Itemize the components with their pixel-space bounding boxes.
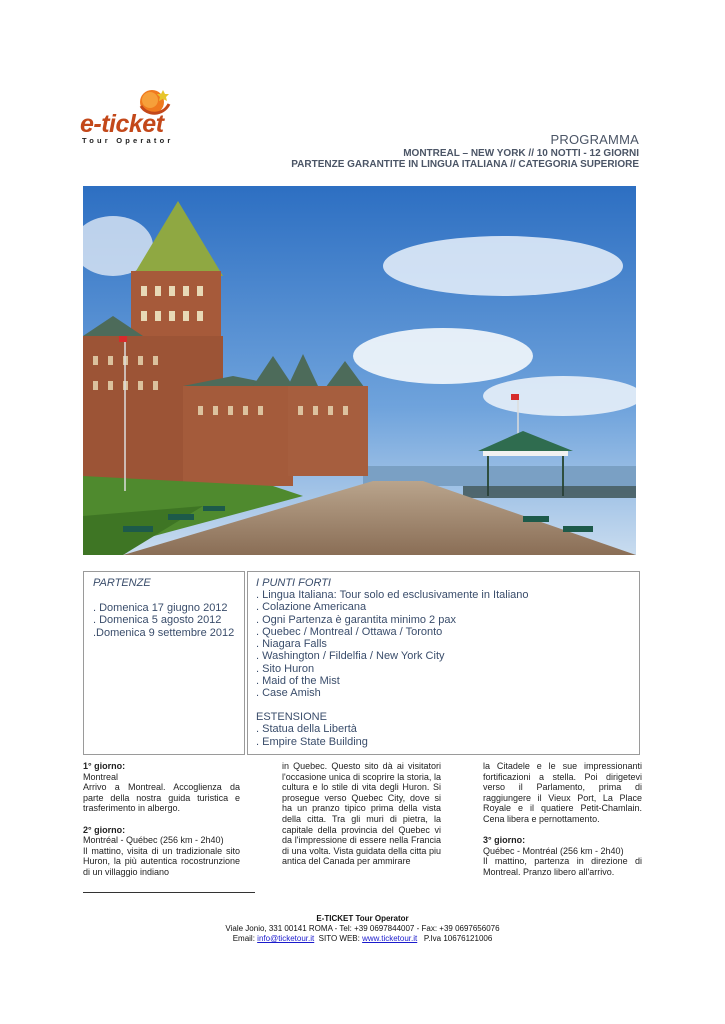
extension-item: . Statua della Libertà — [256, 723, 357, 736]
extension-title: ESTENSIONE — [256, 711, 327, 723]
highlight-item: . Niagara Falls — [256, 638, 327, 651]
footer-email-label: Email: — [232, 934, 255, 943]
day3-heading: 3° giorno: — [483, 835, 526, 846]
day1-text: Arrivo a Montreal. Accoglienza da parte della nostra guida turistica e trasferimento in albergo. — [83, 782, 240, 814]
highlights-list — [256, 589, 529, 700]
logo-tagline: Tour Operator — [82, 136, 174, 145]
quebec-castle-photo — [83, 186, 636, 555]
extension-section — [256, 711, 368, 748]
footer-company: E-TICKET Tour Operator — [316, 914, 409, 923]
itinerary-column-1 — [83, 761, 240, 878]
day2-text-continued: in Quebec. Questo sito dà ai visitatori l'occasione unica di scoprire la storia, la cultura e lo stile di vita degli Huron. Si prosegue verso Quebec City, dove si ha un pranzo tipico prima della vista della citta. Tra gli muri di pietra, la capitale della provincia del Quebec vi da l'impressione di essere nella Francia di una volta. Vista guidata della citta piu antica del Canada per ammirare — [282, 761, 441, 867]
itinerary-column-3 — [483, 761, 642, 878]
footnote-divider — [83, 892, 255, 893]
departures-box — [83, 571, 245, 755]
day2-place: Montréal - Québec (256 km - 2h40) — [83, 835, 224, 846]
departure-date: . Domenica 5 agosto 2012 — [93, 614, 222, 627]
departures-title: PARTENZE — [93, 577, 151, 589]
tour-category-subtitle: PARTENZE GARANTITE IN LINGUA ITALIANA // CATEGORIA SUPERIORE — [291, 159, 639, 170]
footer-site-link[interactable]: www.ticketour.it — [362, 934, 418, 943]
extension-item: . Empire State Building — [256, 735, 368, 748]
page-title: PROGRAMMA — [550, 132, 639, 147]
day2-text: Il mattino, visita di un tradizionale sito Huron, la più autentica rocostrunzione di un villaggio indiano — [83, 845, 240, 877]
footer-address: Viale Jonio, 331 00141 ROMA - Tel: +39 0697844007 - Fax: +39 0697656076 — [225, 924, 500, 933]
logo-brand-text: e-ticket — [80, 110, 164, 138]
highlight-item: . Sito Huron — [256, 662, 315, 675]
tour-route-subtitle: MONTREAL – NEW YORK // 10 NOTTI - 12 GIORNI — [403, 148, 639, 159]
footer-vat: P.Iva 10676121006 — [423, 934, 493, 943]
highlights-box — [247, 571, 640, 755]
day2-heading: 2° giorno: — [83, 824, 126, 835]
highlight-item: . Case Amish — [256, 687, 321, 700]
page-footer — [0, 914, 725, 944]
highlight-item: . Maid of the Mist — [256, 675, 340, 688]
day3-text: Il mattino, partenza in direzione di Montreal. Pranzo libero all'arrivo. — [483, 856, 642, 877]
highlight-item: . Washington / Fildelfia / New York City — [256, 650, 445, 663]
footer-email-link[interactable]: info@ticketour.it — [257, 934, 315, 943]
highlight-item: . Colazione Americana — [256, 601, 367, 614]
highlight-item: . Lingua Italiana: Tour solo ed esclusivamente in Italiano — [256, 589, 529, 601]
day3-place: Québec - Montréal (256 km - 2h40) — [483, 845, 624, 856]
departures-list — [93, 602, 234, 639]
company-logo — [80, 84, 185, 146]
day1-heading: 1° giorno: — [83, 761, 126, 771]
footer-site-label: SITO WEB: — [318, 934, 360, 943]
highlights-title: I PUNTI FORTI — [256, 577, 331, 589]
itinerary-column-2 — [282, 761, 441, 867]
day2-text-continued-2: la Citadele e le sue impressionanti fortificazioni a stella. Poi dirigetevi verso il Parlamento, prima di raggiungere il Vieux Port, La Place Royale e il quatiere Petit-Chamlain. Cena libera e pernottamento. — [483, 761, 642, 824]
footer-contacts — [0, 934, 725, 944]
highlight-item: . Quebec / Montreal / Ottawa / Toronto — [256, 625, 443, 638]
departure-date: . Domenica 17 giugno 2012 — [93, 602, 228, 614]
highlight-item: . Ogni Partenza è garantita minimo 2 pax — [256, 613, 456, 626]
day1-place: Montreal — [83, 771, 119, 782]
departure-date: .Domenica 9 settembre 2012 — [93, 626, 235, 639]
